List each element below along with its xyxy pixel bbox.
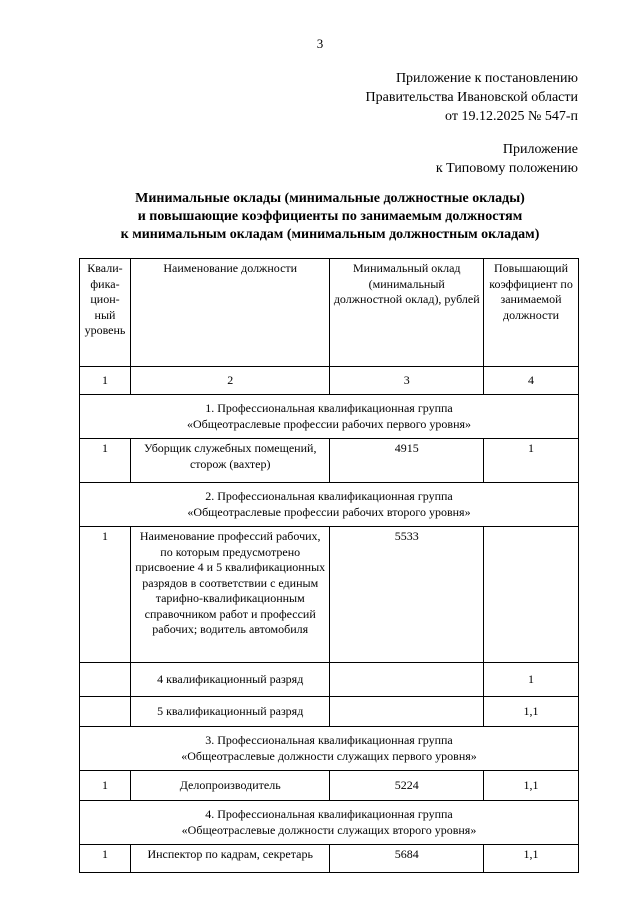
group-title-line: 2. Профессиональная квалификационная группа xyxy=(205,489,453,503)
cell-salary: 5533 xyxy=(330,527,484,663)
cell-coefficient: 1,1 xyxy=(484,697,579,727)
cell-level: 1 xyxy=(80,439,131,483)
appendix-line: к Типовому положению xyxy=(435,161,578,176)
header-qualification-level: Квали-фика-цион-ный уровень xyxy=(80,259,131,367)
group-title-line: 4. Профессиональная квалификационная группа xyxy=(205,807,453,821)
group-title-line: 3. Профессиональная квалификационная группа xyxy=(205,733,453,747)
group-title-line: «Общеотраслевые профессии рабочих второго уровня» xyxy=(187,504,471,519)
cell-name: Наименование профессий рабочих, по которым предусмотрено присвоение 4 и 5 квалификационных разрядов в соответствии с единым тарифно-квалификационным справочником работ и профессий рабочих; водитель автомобиля xyxy=(130,527,329,663)
group-title xyxy=(80,395,579,439)
table-row xyxy=(80,771,579,801)
table-header-row xyxy=(80,259,579,367)
group-header-row xyxy=(80,395,579,439)
title-line: к минимальным окладам (минимальным должностным окладам) xyxy=(120,227,540,242)
column-number: 1 xyxy=(80,367,131,395)
column-number: 2 xyxy=(130,367,329,395)
cell-salary xyxy=(330,697,484,727)
appendix-line: от 19.12.2025 № 547-п xyxy=(445,109,578,124)
cell-name: Инспектор по кадрам, секретарь xyxy=(130,845,329,873)
title-line: Минимальные оклады (минимальные должностные оклады) xyxy=(135,191,525,206)
table-row xyxy=(80,439,579,483)
group-title-line: «Общеотраслевые должности служащих первого уровня» xyxy=(181,748,477,763)
table-row xyxy=(80,663,579,697)
cell-level xyxy=(80,663,131,697)
cell-level xyxy=(80,697,131,727)
cell-salary: 5684 xyxy=(330,845,484,873)
page-number: 3 xyxy=(316,36,324,51)
header-coefficient: Повышающий коэффициент по занимаемой должности xyxy=(484,259,579,367)
table-row xyxy=(80,697,579,727)
header-position-name: Наименование должности xyxy=(130,259,329,367)
group-header-row xyxy=(80,727,579,771)
cell-coefficient: 1 xyxy=(484,663,579,697)
cell-level: 1 xyxy=(80,527,131,663)
group-title xyxy=(80,727,579,771)
header-min-salary: Минимальный оклад (минимальный должностной оклад), рублей xyxy=(330,259,484,367)
appendix-header-typical-regulation xyxy=(436,140,578,178)
group-header-row xyxy=(80,483,579,527)
cell-salary xyxy=(330,663,484,697)
salary-table xyxy=(79,258,579,873)
column-number: 4 xyxy=(484,367,579,395)
cell-coefficient: 1 xyxy=(484,439,579,483)
cell-salary: 4915 xyxy=(330,439,484,483)
group-title xyxy=(80,801,579,845)
column-number-row xyxy=(80,367,579,395)
table-row xyxy=(80,527,579,663)
appendix-line: Правительства Ивановской области xyxy=(365,90,578,105)
cell-level: 1 xyxy=(80,771,131,801)
cell-name: 5 квалификационный разряд xyxy=(130,697,329,727)
cell-coefficient: 1,1 xyxy=(484,771,579,801)
table-row xyxy=(80,845,579,873)
group-title-line: «Общеотраслевые должности служащих второго уровня» xyxy=(181,822,477,837)
appendix-header-resolution xyxy=(366,69,578,126)
cell-coefficient xyxy=(484,527,579,663)
cell-name: Уборщик служебных помещений, сторож (вахтер) xyxy=(130,439,329,483)
cell-coefficient: 1,1 xyxy=(484,845,579,873)
document-title xyxy=(60,190,600,244)
group-header-row xyxy=(80,801,579,845)
cell-salary: 5224 xyxy=(330,771,484,801)
group-title xyxy=(80,483,579,527)
group-title-line: 1. Профессиональная квалификационная группа xyxy=(205,401,453,415)
appendix-line: Приложение xyxy=(502,142,578,157)
group-title-line: «Общеотраслевые профессии рабочих первого уровня» xyxy=(186,416,472,431)
title-line: и повышающие коэффициенты по занимаемым должностям xyxy=(137,209,523,224)
cell-name: 4 квалификационный разряд xyxy=(130,663,329,697)
cell-name: Делопроизводитель xyxy=(130,771,329,801)
appendix-line: Приложение к постановлению xyxy=(395,71,578,86)
cell-level: 1 xyxy=(80,845,131,873)
column-number: 3 xyxy=(330,367,484,395)
